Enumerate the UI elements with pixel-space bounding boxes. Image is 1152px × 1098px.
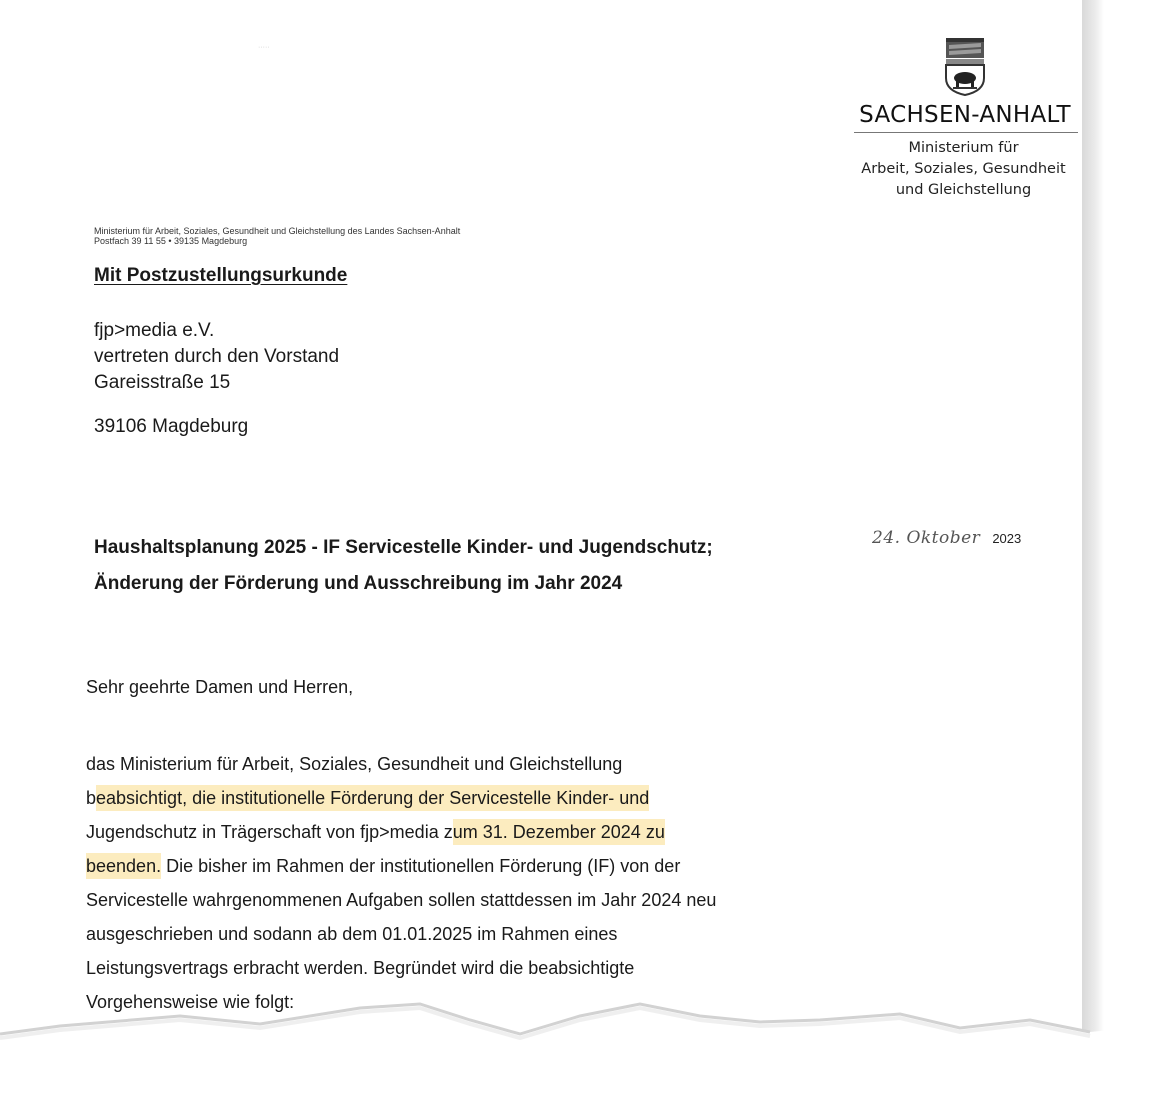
highlighted-text: beenden. (86, 853, 161, 879)
body-line: Servicestelle wahrgenommenen Aufgaben sollen stattdessen im Jahr 2024 neu (86, 890, 717, 910)
recipient-name: fjp>media e.V. (94, 320, 215, 341)
subject-line-2: Änderung der Förderung und Ausschreibung im Jahr 2024 (94, 573, 623, 594)
delivery-note: Mit Postzustellungsurkunde (94, 265, 348, 286)
page-shadow-edge (1082, 0, 1104, 1050)
body-line: Leistungsvertrags erbracht werden. Begründet wird die beabsichtigte (86, 958, 635, 978)
recipient-city: 39106 Magdeburg (94, 416, 249, 437)
body-line: Vorgehensweise wie folgt: (86, 992, 295, 1012)
body-text-segment: Jugendschutz in Trägerschaft von fjp>media z (86, 822, 453, 842)
address-gap (94, 396, 339, 414)
letter-subject (94, 530, 713, 602)
coat-of-arms-icon (943, 36, 987, 96)
body-line (86, 781, 716, 815)
ministry-line: und Gleichstellung (895, 182, 1032, 198)
salutation: Sehr geehrte Damen und Herren, (86, 677, 354, 697)
torn-paper-edge (0, 990, 1152, 1098)
recipient-street: Gareisstraße 15 (94, 372, 231, 393)
date-handwritten: 24. Oktober (872, 528, 981, 548)
highlighted-text: eabsichtigt, die institutionelle Förderung der Servicestelle Kinder- und (96, 785, 649, 811)
letter-body (86, 747, 716, 1019)
ministry-line: Arbeit, Soziales, Gesundheit (861, 161, 1066, 177)
date-year: 2023 (992, 531, 1022, 546)
letterhead-rule (854, 132, 1078, 133)
ministry-name (850, 138, 1080, 201)
scan-artifact: ····· (258, 44, 270, 51)
body-line (86, 849, 716, 883)
body-text-segment: Die bisher im Rahmen der institutionellen Förderung (IF) von der (161, 856, 681, 876)
recipient-address (94, 318, 339, 440)
body-text-segment: b (86, 788, 97, 808)
body-line (86, 815, 716, 849)
sender-line-2: Postfach 39 11 55 • 39135 Magdeburg (94, 236, 248, 246)
body-line: ausgeschrieben und sodann ab dem 01.01.2025 im Rahmen eines (86, 924, 618, 944)
subject-line-1: Haushaltsplanung 2025 - IF Servicestelle Kinder- und Jugendschutz; (94, 537, 713, 558)
ministry-line: Ministerium für (908, 140, 1019, 156)
sender-line-1: Ministerium für Arbeit, Soziales, Gesundheit und Gleichstellung des Landes Sachsen-Anhalt (94, 226, 461, 236)
letter-date (872, 528, 1021, 548)
recipient-representation: vertreten durch den Vorstand (94, 346, 340, 367)
highlighted-text: um 31. Dezember 2024 zu (453, 819, 665, 845)
sender-return-address (94, 226, 460, 246)
state-name: SACHSEN-ANHALT (859, 102, 1071, 128)
body-line: das Ministerium für Arbeit, Soziales, Gesundheit und Gleichstellung (86, 754, 623, 774)
letterhead-logo (850, 36, 1080, 201)
